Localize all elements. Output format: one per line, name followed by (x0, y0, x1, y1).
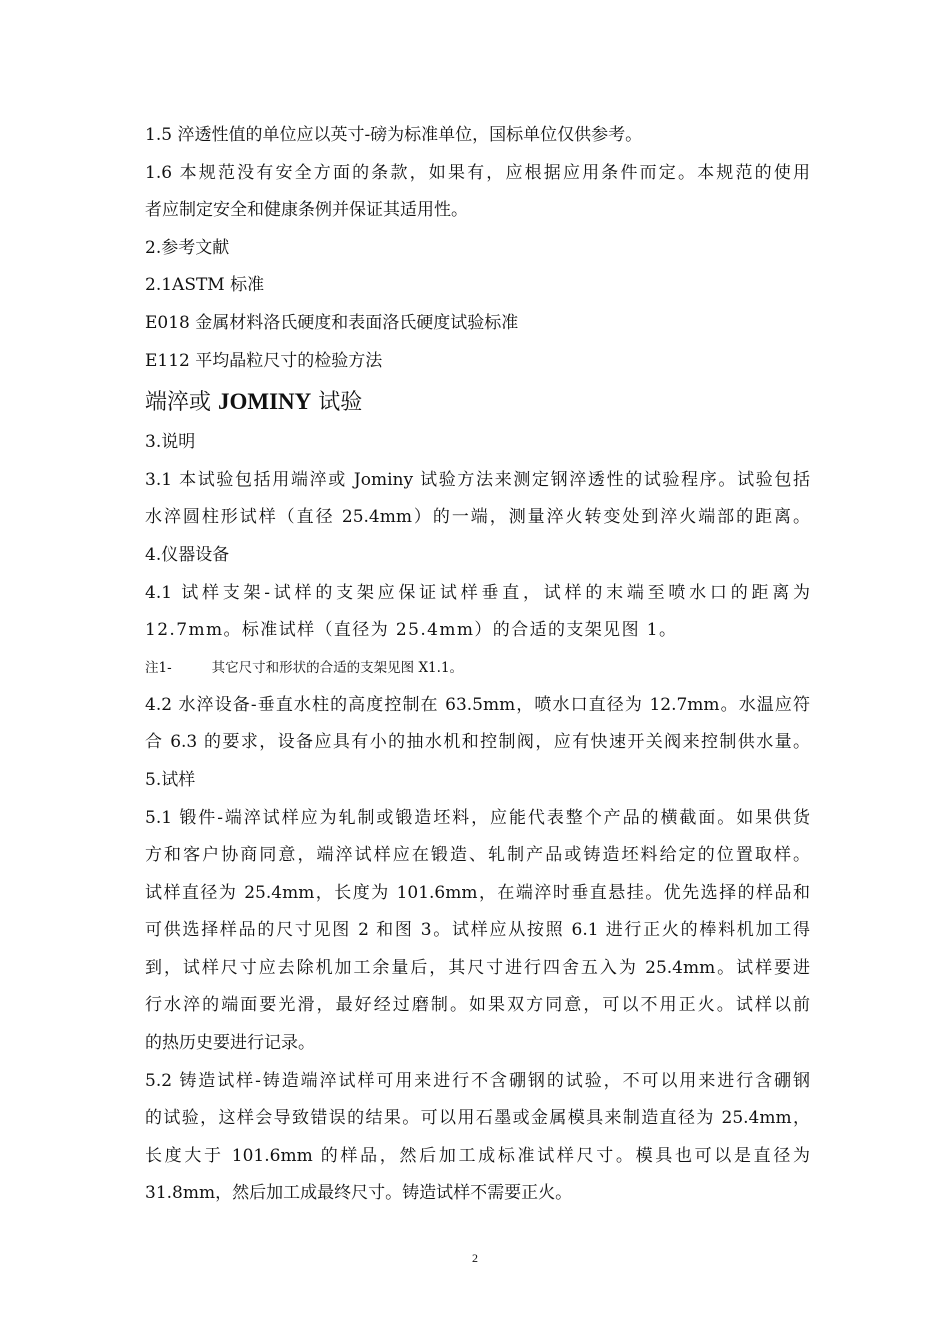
note-label: 注1- (145, 659, 172, 676)
subsection-heading: 2.1ASTM 标准 (145, 275, 265, 296)
page-number: 2 (472, 1251, 478, 1265)
section-heading: 2.参考文献 (145, 237, 230, 258)
text-line: 的试验，这样会导致错误的结果。可以用石墨或金属模具来制造直径为 25.4mm， (145, 1108, 810, 1129)
text-line: 4.2 水淬设备-垂直水柱的高度控制在 63.5mm，喷水口直径为 12.7mm。水温应符 (145, 694, 810, 715)
title-prefix: 端淬或 (145, 390, 218, 416)
text-line: 试样直径为 25.4mm，长度为 101.6mm，在端淬时垂直悬挂。优先选择的样品和 (145, 882, 810, 903)
note-line (145, 650, 810, 687)
text-line: 3.1 本试验包括用端淬或 Jominy 试验方法来测定钢淬透性的试验程序。试验包括 (145, 469, 810, 490)
text-line: 者应制定安全和健康条例并保证其适用性。 (145, 200, 468, 221)
note-text: 其它尺寸和形状的合适的支架见图 X1.1。 (211, 659, 464, 676)
section-heading: 3.说明 (145, 432, 196, 453)
text-line: 的热历史要进行记录。 (145, 1033, 315, 1054)
text-line: 可供选择样品的尺寸见图 2 和图 3。试样应从按照 6.1 进行正火的棒料机加工得 (145, 920, 810, 941)
text-line: 31.8mm，然后加工成最终尺寸。铸造试样不需要正火。 (145, 1183, 573, 1204)
document-title (145, 382, 810, 422)
text-line: 合 6.3 的要求，设备应具有小的抽水机和控制阀，应有快速开关阀来控制供水量。 (145, 732, 810, 753)
reference-item: E018 金属材料洛氏硬度和表面洛氏硬度试验标准 (145, 312, 519, 333)
text-line: 5.2 铸造试样-铸造端淬试样可用来进行不含硼钢的试验，不可以用来进行含硼钢 (145, 1070, 810, 1091)
section-heading: 4.仪器设备 (145, 544, 230, 565)
text-line: 4.1 试样支架-试样的支架应保证试样垂直，试样的末端至喷水口的距离为 (145, 582, 810, 603)
text-line: 长度大于 101.6mm 的样品，然后加工成标准试样尺寸。模具也可以是直径为 (145, 1145, 810, 1166)
title-latin: JOMINY (218, 389, 312, 415)
document-body (145, 117, 810, 1213)
text-line: 1.6 本规范没有安全方面的条款，如果有，应根据应用条件而定。本规范的使用 (145, 162, 810, 183)
text-line: 水淬圆柱形试样（直径 25.4mm）的一端，测量淬火转变处到淬火端部的距离。 (145, 507, 810, 528)
section-heading: 5.试样 (145, 769, 196, 790)
text-line: 1.5 淬透性值的单位应以英寸-磅为标准单位，国标单位仅供参考。 (145, 125, 643, 145)
title-suffix: 试验 (311, 390, 363, 416)
text-line: 到，试样尺寸应去除机加工余量后，其尺寸进行四舍五入为 25.4mm。试样要进 (145, 957, 810, 978)
reference-item: E112 平均晶粒尺寸的检验方法 (145, 350, 383, 371)
text-line: 5.1 锻件-端淬试样应为轧制或锻造坯料，应能代表整个产品的横截面。如果供货 (145, 807, 810, 828)
text-line: 方和客户协商同意，端淬试样应在锻造、轧制产品或铸造坯料给定的位置取样。 (145, 845, 810, 866)
text-line: 12.7mm。标准试样（直径为 25.4mm）的合适的支架见图 1。 (145, 620, 678, 641)
text-line: 行水淬的端面要光滑，最好经过磨制。如果双方同意，可以不用正火。试样以前 (145, 995, 810, 1016)
